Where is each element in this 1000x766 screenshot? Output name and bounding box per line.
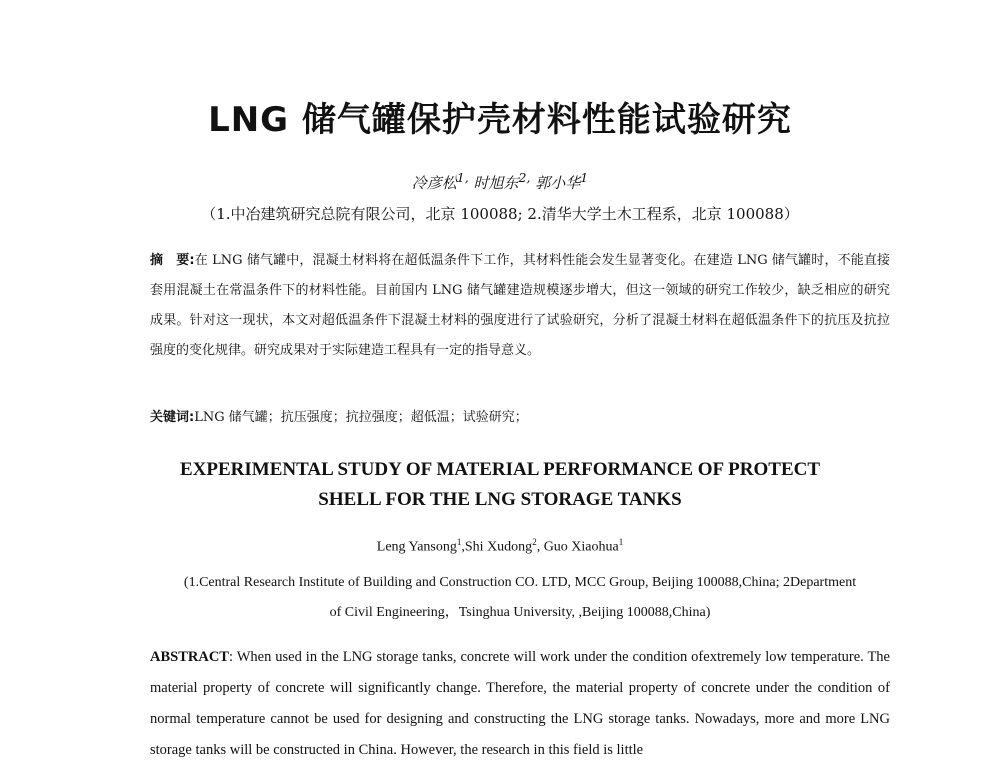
english-title-line: EXPERIMENTAL STUDY OF MATERIAL PERFORMANCE OF PROTECT — [179, 459, 821, 480]
author-affil-mark: 2 — [532, 537, 537, 547]
english-affiliation-line: (1.Central Research Institute of Building and Construction CO. LTD, MCC Group, Beijing 100088,China; 2Department — [183, 575, 857, 590]
english-abstract-text: : When used in the LNG storage tanks, concrete will work under the condition ofextremely low temperature. The material property of concrete will significantly change. Therefore, the material property of concrete under the condition of normal temperature cannot be used for designing and constructing the LNG storage tanks. Nowadays, more and more LNG storage tanks will be constructed in China. However, the research in this field is little — [150, 649, 890, 758]
chinese-affiliation: （1.中冶建筑研究总院有限公司，北京 100088; 2.清华大学土木工程系，北京 100088） — [201, 205, 799, 223]
author-name: 冷彦松 — [411, 174, 457, 192]
english-abstract-label: ABSTRACT — [150, 649, 229, 665]
author-affil-mark: 1 — [618, 537, 624, 547]
chinese-authors — [0, 170, 1000, 193]
author-affil-mark: 1, — [456, 170, 469, 185]
author-name: 郭小华 — [535, 174, 581, 192]
chinese-keywords-text: LNG 储气罐；抗压强度；抗拉强度；超低温；试验研究； — [194, 410, 528, 425]
author-name: ,Shi Xudong — [461, 539, 533, 555]
english-abstract — [150, 642, 890, 766]
chinese-abstract-text: 在 LNG 储气罐中，混凝土材料将在超低温条件下工作，其材料性能会发生显著变化。在建造 LNG 储气罐时，不能直接套用混凝土在常温条件下的材料性能。目前国内 LNG 储气罐建造规模逐步增大，但这一领域的研究工作较少，缺乏相应的研究成果。针对这一现状，本文对超低温条件下混凝土材料的强度进行了试验研究，分析了混凝土材料在超低温条件下的抗压及抗拉强度的变化规律。研究成果对于实际建造工程具有一定的指导意义。 — [150, 253, 890, 358]
chinese-abstract — [150, 246, 890, 366]
chinese-keywords-label: 关键词: — [150, 410, 195, 425]
author-affil-mark: 1 — [456, 537, 462, 547]
author-affil-mark: 1 — [580, 170, 589, 185]
author-affil-mark: 2, — [518, 170, 531, 185]
author-name: Leng Yansong — [376, 539, 457, 555]
english-title — [0, 455, 1000, 515]
english-title-line: SHELL FOR THE LNG STORAGE TANKS — [318, 489, 682, 510]
english-affiliation-line: of Civil Engineering，Tsinghua University, ,Beijing 100088,China) — [329, 605, 711, 620]
english-authors — [0, 537, 1000, 556]
chinese-abstract-label: 摘 要: — [150, 253, 195, 268]
chinese-keywords — [150, 406, 890, 430]
author-name: , Guo Xiaohua — [536, 539, 619, 555]
author-name: 时旭东 — [473, 174, 519, 192]
english-affiliation — [150, 568, 890, 628]
chinese-title: LNG 储气罐保护壳材料性能试验研究 — [208, 100, 792, 140]
